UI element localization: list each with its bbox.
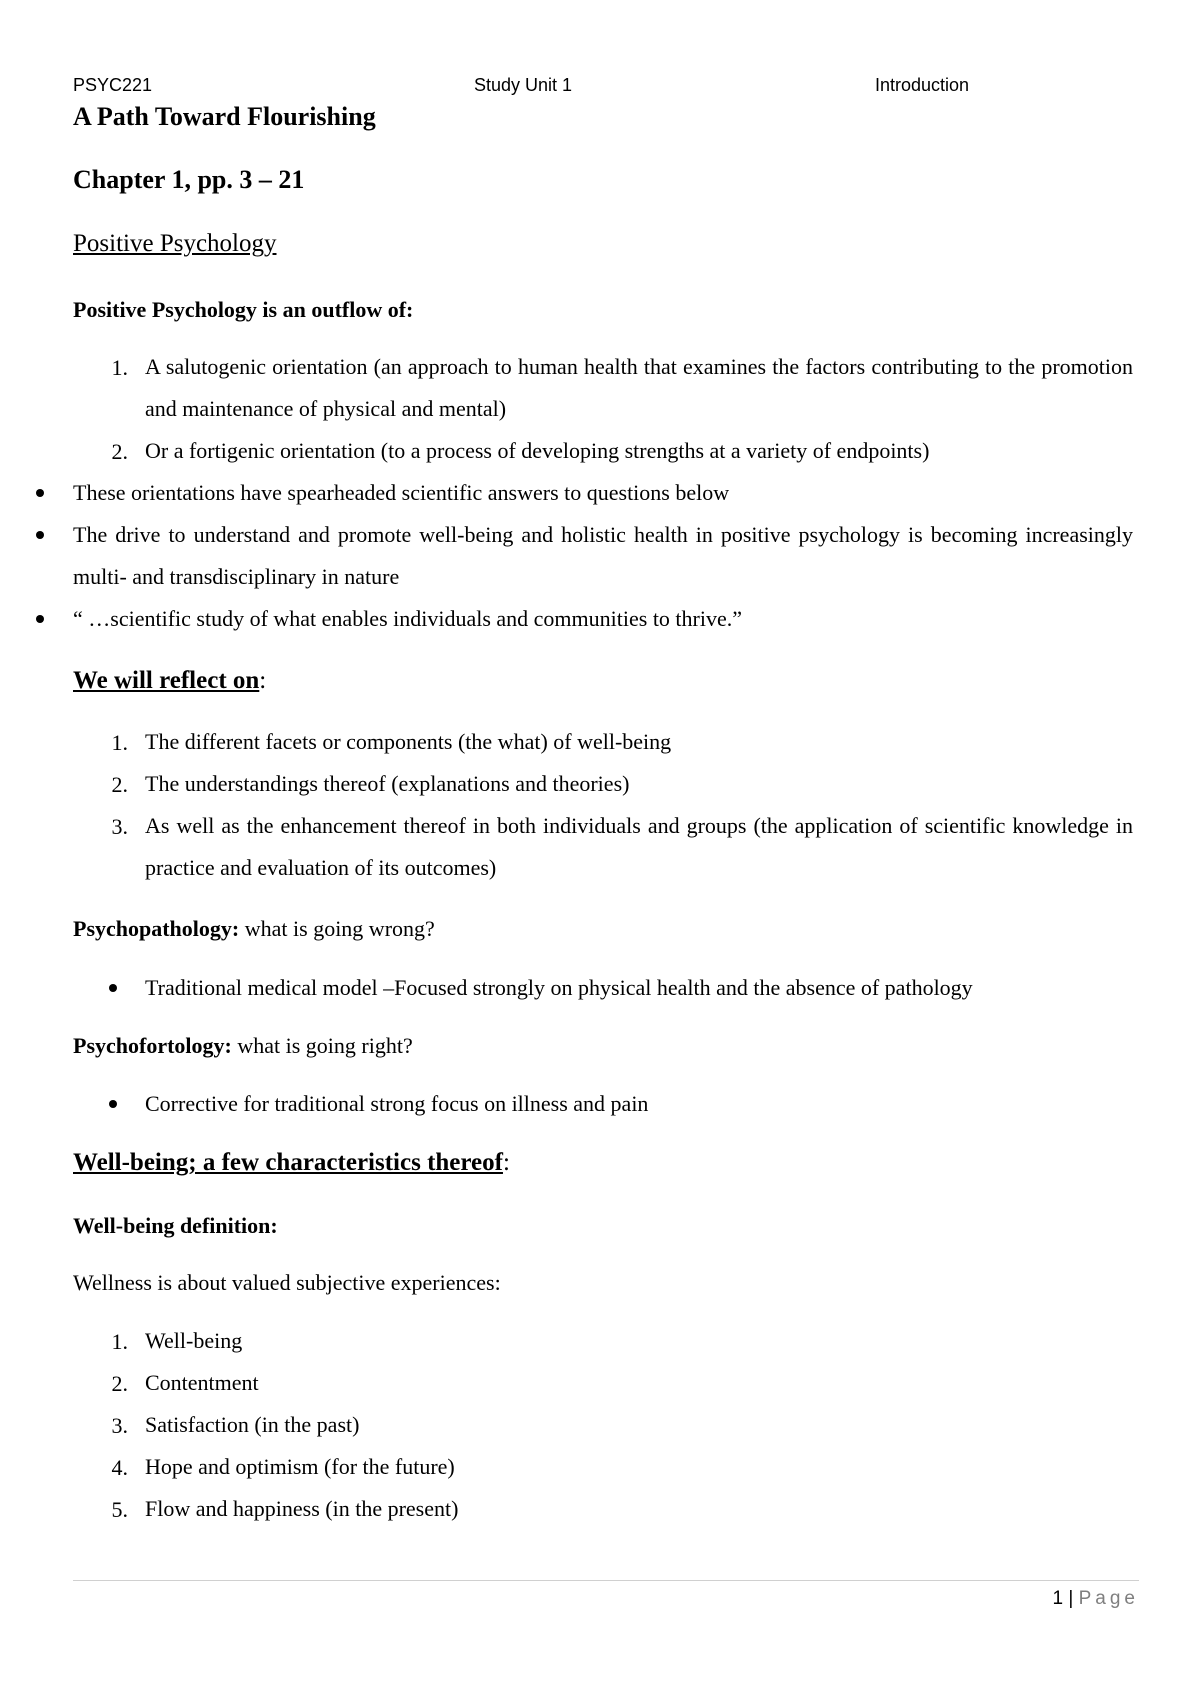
reflect-heading-colon: : xyxy=(259,667,267,694)
bullet-icon xyxy=(36,489,44,497)
list-number: 5. xyxy=(111,1497,128,1522)
list-item: The understandings thereof (explanations and theories) xyxy=(145,771,630,796)
list-item: Hope and optimism (for the future) xyxy=(145,1454,455,1479)
list-number: 2. xyxy=(111,439,128,464)
list-item: Satisfaction (in the past) xyxy=(145,1412,360,1437)
list-item: Or a fortigenic orientation (to a process of developing strengths at a variety of endpoints) xyxy=(145,438,930,463)
bullet-icon xyxy=(36,615,44,623)
wellbeing-heading-colon: : xyxy=(502,1149,510,1176)
list-item: Flow and happiness (in the present) xyxy=(145,1496,459,1521)
psychopathology-line xyxy=(73,908,435,950)
section-heading-wellbeing xyxy=(73,1149,510,1177)
list-number: 1. xyxy=(111,1329,128,1354)
psychofortology-text: what is going right? xyxy=(231,1033,413,1058)
psychopathology-text: what is going wrong? xyxy=(239,916,435,941)
list-number: 1. xyxy=(111,730,128,755)
bullet-icon xyxy=(109,1100,117,1108)
bullet-item: “ …scientific study of what enables individuals and communities to thrive.” xyxy=(73,606,743,631)
section-heading-reflect xyxy=(73,667,266,695)
page-label: Page xyxy=(1078,1588,1139,1609)
wellbeing-definition-label: Well-being definition: xyxy=(73,1213,278,1238)
list-number: 1. xyxy=(111,355,128,380)
list-number: 2. xyxy=(111,1371,128,1396)
list-number: 2. xyxy=(111,772,128,797)
bullet-icon xyxy=(109,984,117,992)
page-number: 1 xyxy=(1052,1588,1064,1609)
header-topic: Introduction xyxy=(875,75,970,95)
reflect-heading-text: We will reflect on xyxy=(73,667,260,694)
outflow-heading: Positive Psychology is an outflow of: xyxy=(73,297,414,322)
psychofortology-label: Psychofortology: xyxy=(73,1033,232,1058)
bullet-item: Corrective for traditional strong focus on illness and pain xyxy=(145,1091,649,1116)
list-number: 3. xyxy=(111,1413,128,1438)
header-study-unit: Study Unit 1 xyxy=(474,75,573,95)
footer-separator: | xyxy=(1068,1588,1074,1609)
list-item: Well-being xyxy=(145,1328,243,1353)
footer-divider xyxy=(73,1580,1139,1581)
list-number: 4. xyxy=(111,1455,128,1480)
bullet-item: The drive to understand and promote well-being and holistic health in positive psychology is becoming increasingly multi- and transdisciplinary in nature xyxy=(73,522,1133,589)
page-footer xyxy=(1053,1588,1139,1610)
list-number: 3. xyxy=(111,814,128,839)
list-item: The different facets or components (the what) of well-being xyxy=(145,729,672,754)
document-title: A Path Toward Flourishing xyxy=(73,102,376,131)
bullet-item: These orientations have spearheaded scientific answers to questions below xyxy=(73,480,730,505)
list-item: As well as the enhancement thereof in both individuals and groups (the application of scientific knowledge in practice and evaluation of its outcomes) xyxy=(145,813,1133,880)
list-item: Contentment xyxy=(145,1370,259,1395)
bullet-item: Traditional medical model –Focused strongly on physical health and the absence of pathology xyxy=(145,975,973,1000)
section-heading-positive-psychology: Positive Psychology xyxy=(73,230,277,257)
psychopathology-label: Psychopathology: xyxy=(73,916,240,941)
chapter-heading: Chapter 1, pp. 3 – 21 xyxy=(73,165,305,194)
wellbeing-heading-text: Well-being; a few characteristics thereof xyxy=(73,1149,503,1176)
psychofortology-line xyxy=(73,1025,413,1067)
bullet-icon xyxy=(36,531,44,539)
list-item: A salutogenic orientation (an approach to human health that examines the factors contributing to the promotion and maintenance of physical and mental) xyxy=(145,354,1133,421)
wellness-intro: Wellness is about valued subjective experiences: xyxy=(73,1270,501,1295)
header-course-code: PSYC221 xyxy=(73,75,153,95)
